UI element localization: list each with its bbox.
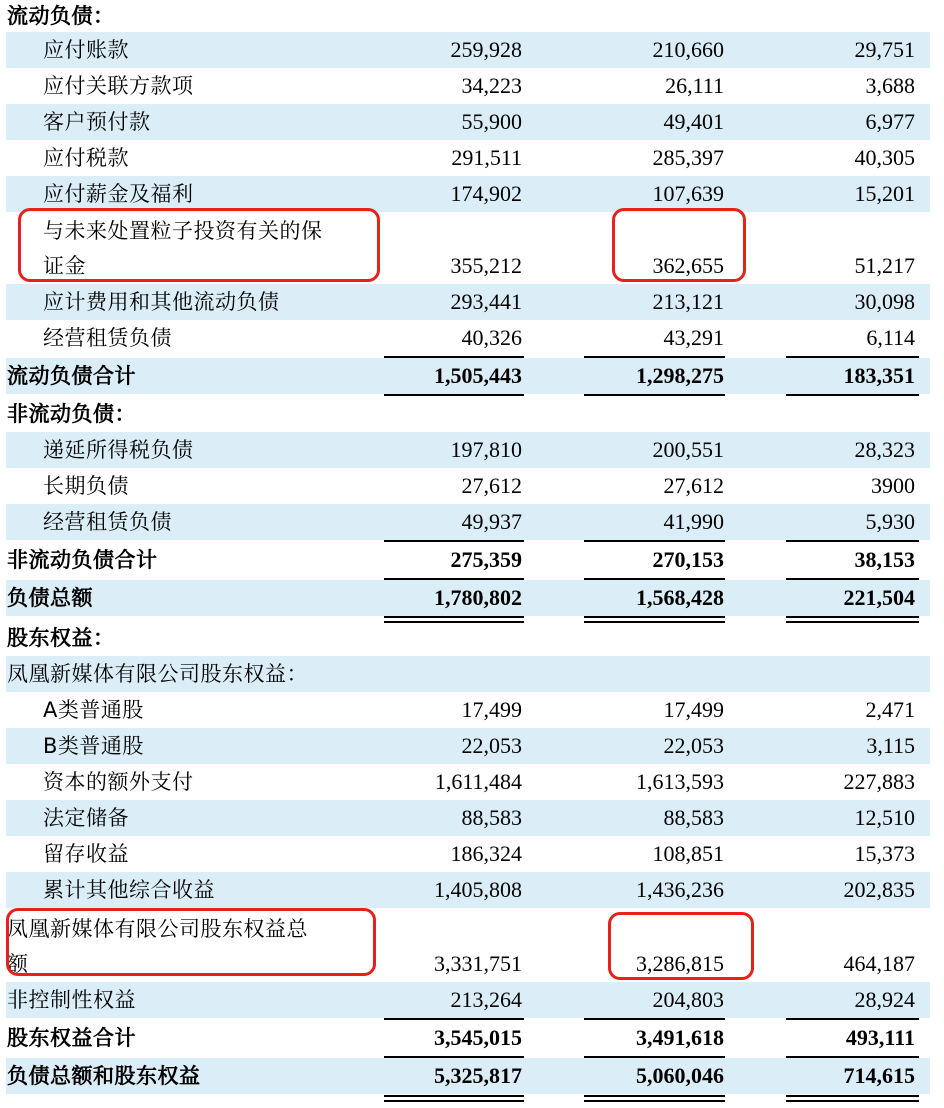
value-col2: 107,639 — [652, 181, 724, 206]
value-col2: 88,583 — [663, 805, 724, 830]
row-label: 法定储备 — [43, 806, 129, 830]
value-col2: 210,660 — [652, 37, 724, 62]
value-col1: 355,212 — [450, 253, 522, 278]
table-row-deferred-tax — [0, 432, 944, 468]
double-rule-line — [786, 1100, 919, 1102]
value-col3: 6,114 — [866, 325, 915, 350]
row-label: B类普通股 — [43, 734, 144, 758]
value-col1: 34,223 — [461, 73, 522, 98]
value-col2: 362,655 — [652, 253, 724, 278]
table-row-long-term — [0, 468, 944, 504]
value-col2: 204,803 — [652, 987, 724, 1012]
value-col2: 5,060,046 — [636, 1063, 724, 1088]
value-col2: 1,568,428 — [636, 585, 724, 610]
value-col1: 5,325,817 — [434, 1063, 522, 1088]
row-label: 留存收益 — [43, 842, 129, 866]
value-col2: 26,111 — [665, 73, 724, 98]
value-col3: 28,323 — [854, 437, 915, 462]
highlight-box-deposit-value — [612, 208, 746, 282]
value-col1: 197,810 — [450, 437, 522, 462]
table-row-class-b — [0, 728, 944, 764]
value-col1: 275,359 — [450, 547, 522, 572]
value-col2: 3,491,618 — [636, 1025, 724, 1050]
value-col1: 1,611,484 — [434, 769, 522, 794]
value-col3: 2,471 — [865, 697, 915, 722]
value-col1: 1,505,443 — [434, 363, 522, 388]
value-col1: 259,928 — [450, 37, 522, 62]
value-col2: 213,121 — [652, 289, 724, 314]
row-label: 非控制性权益 — [7, 988, 136, 1012]
value-col3: 6,977 — [865, 109, 915, 134]
value-col1: 186,324 — [450, 841, 522, 866]
table-row-total-noncurrent — [0, 542, 944, 578]
value-col1: 3,545,015 — [434, 1025, 522, 1050]
value-col2: 22,053 — [663, 733, 724, 758]
row-label-line2: 证金 — [43, 254, 86, 278]
table-row-total-equity — [0, 1020, 944, 1056]
row-label: 递延所得税负债 — [43, 438, 194, 462]
row-label-line1: 凤凰新媒体有限公司股东权益总 — [7, 917, 308, 941]
section-title: 流动负债： — [7, 4, 115, 28]
section-equity — [0, 620, 944, 656]
row-label: 应付关联方款项 — [43, 74, 194, 98]
value-col2: 3,286,815 — [636, 951, 724, 976]
value-col2: 27,612 — [663, 473, 724, 498]
row-label: 负债总额和股东权益 — [7, 1064, 201, 1088]
value-col3: 51,217 — [854, 253, 915, 278]
row-label: 应计费用和其他流动负债 — [43, 290, 280, 314]
value-col1: 40,326 — [461, 325, 522, 350]
value-col3: 714,615 — [843, 1063, 915, 1088]
value-col1: 293,441 — [450, 289, 522, 314]
row-label: 客户预付款 — [43, 110, 151, 134]
value-col3: 15,373 — [854, 841, 915, 866]
value-col3: 38,153 — [854, 547, 915, 572]
table-row-salary-welfare — [0, 176, 944, 212]
highlight-box-deposit-label — [18, 208, 380, 282]
value-col3: 3,688 — [865, 73, 915, 98]
value-col1: 17,499 — [461, 697, 522, 722]
value-col2: 108,851 — [652, 841, 724, 866]
value-col1: 3,331,751 — [434, 951, 522, 976]
section-title: 股东权益： — [7, 626, 115, 650]
value-col3: 30,098 — [854, 289, 915, 314]
highlight-box-equity-label — [6, 908, 376, 976]
value-col2: 285,397 — [652, 145, 724, 170]
value-col1: 291,511 — [451, 145, 522, 170]
double-rule-line — [584, 1095, 725, 1097]
value-col3: 464,187 — [843, 951, 915, 976]
value-col3: 15,201 — [854, 181, 915, 206]
value-col3: 221,504 — [843, 585, 915, 610]
table-row-retained-earnings — [0, 836, 944, 872]
row-label: 长期负债 — [43, 474, 129, 498]
value-col2: 270,153 — [652, 547, 724, 572]
section-noncurrent-liabilities — [0, 396, 944, 432]
value-col2: 1,613,593 — [636, 769, 724, 794]
row-label: 累计其他综合收益 — [43, 878, 215, 902]
value-col1: 213,264 — [450, 987, 522, 1012]
value-col2: 200,551 — [652, 437, 724, 462]
value-col2: 1,436,236 — [636, 877, 724, 902]
table-row-customer-advances — [0, 104, 944, 140]
table-row-taxes-payable — [0, 140, 944, 176]
value-col3: 5,930 — [865, 509, 915, 534]
value-col1: 22,053 — [461, 733, 522, 758]
double-rule-line — [786, 616, 919, 618]
value-col1: 49,937 — [461, 509, 522, 534]
table-row-noncontrolling — [0, 982, 944, 1018]
row-label: 负债总额 — [7, 586, 93, 610]
row-label: 应付薪金及福利 — [43, 182, 194, 206]
row-label: 流动负债合计 — [7, 364, 136, 388]
row-label-line1: 与未来处置粒子投资有关的保 — [43, 219, 323, 243]
value-col2: 1,298,275 — [636, 363, 724, 388]
value-col1: 55,900 — [461, 109, 522, 134]
value-col2: 17,499 — [663, 697, 724, 722]
value-col3: 40,305 — [854, 145, 915, 170]
table-row-accounts-payable — [0, 32, 944, 68]
double-rule-line — [584, 1100, 725, 1102]
value-col2: 41,990 — [663, 509, 724, 534]
value-col3: 202,835 — [843, 877, 915, 902]
value-col1: 174,902 — [450, 181, 522, 206]
table-row-related-party-payable — [0, 68, 944, 104]
row-label: 经营租赁负债 — [43, 510, 172, 534]
table-row-lease-noncurrent — [0, 504, 944, 540]
table-row-aoci — [0, 872, 944, 908]
value-col1: 1,405,808 — [434, 877, 522, 902]
value-col3: 493,111 — [845, 1025, 915, 1050]
section-subtitle: 凤凰新媒体有限公司股东权益： — [7, 662, 308, 686]
row-label: 经营租赁负债 — [43, 326, 172, 350]
value-col1: 1,780,802 — [434, 585, 522, 610]
highlight-box-equity-value — [608, 912, 754, 980]
table-row-total-liabilities — [0, 580, 944, 616]
value-col3: 3900 — [871, 473, 915, 498]
row-label: A类普通股 — [43, 698, 144, 722]
row-label: 资本的额外支付 — [43, 770, 194, 794]
double-rule-line — [786, 1095, 919, 1097]
table-row-total-liabilities-equity — [0, 1058, 944, 1094]
row-label-line2: 额 — [7, 952, 29, 976]
value-col2: 43,291 — [663, 325, 724, 350]
row-label: 非流动负债合计 — [7, 548, 158, 572]
double-rule-line — [384, 616, 524, 618]
table-row-lease-current — [0, 320, 944, 356]
table-row-statutory-reserve — [0, 800, 944, 836]
table-row-apic — [0, 764, 944, 800]
section-ifeng-equity — [0, 656, 944, 692]
value-col1: 27,612 — [461, 473, 522, 498]
double-rule-line — [384, 1100, 524, 1102]
double-rule-line — [384, 1095, 524, 1097]
value-col3: 3,115 — [866, 733, 915, 758]
row-label: 股东权益合计 — [7, 1026, 136, 1050]
table-row-total-current — [0, 358, 944, 394]
table-row-accrued-expenses — [0, 284, 944, 320]
section-title: 非流动负债： — [7, 402, 136, 426]
value-col1: 88,583 — [461, 805, 522, 830]
row-label: 应付税款 — [43, 146, 129, 170]
table-row-class-a — [0, 692, 944, 728]
value-col3: 227,883 — [843, 769, 915, 794]
value-col3: 29,751 — [854, 37, 915, 62]
double-rule-line — [584, 616, 725, 618]
value-col3: 12,510 — [854, 805, 915, 830]
value-col3: 183,351 — [843, 363, 915, 388]
value-col3: 28,924 — [854, 987, 915, 1012]
section-current-liabilities — [0, 0, 944, 32]
value-col2: 49,401 — [663, 109, 724, 134]
row-label: 应付账款 — [43, 38, 129, 62]
